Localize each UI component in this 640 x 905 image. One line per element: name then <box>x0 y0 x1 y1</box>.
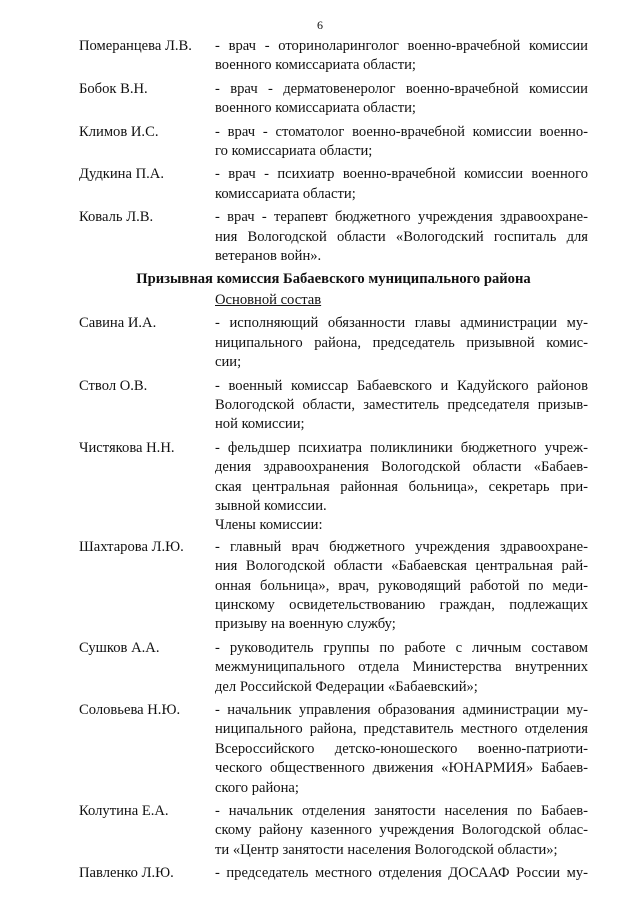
role-line: - начальник отделения занятости населения по Бабаев- <box>215 803 588 820</box>
person-role <box>215 701 588 798</box>
top-entry-list <box>79 37 588 266</box>
person-role <box>215 439 588 517</box>
role-line: - врач - терапевт бюджетного учреждения здравоохране- <box>215 209 588 226</box>
person-entry <box>79 439 588 517</box>
person-name: Шахтарова Л.Ю. <box>79 538 184 555</box>
person-entry <box>79 80 588 119</box>
person-entry <box>79 639 588 697</box>
person-name: Колутина Е.А. <box>79 803 169 820</box>
person-name: Соловьева Н.Ю. <box>79 702 181 718</box>
role-line: - главный врач бюджетного учреждения здравоохране- <box>215 538 588 555</box>
person-entry <box>79 208 588 266</box>
role-line: - председатель местного отделения ДОСААФ России му- <box>215 865 588 882</box>
person-role <box>215 538 588 635</box>
role-line: - исполняющий обязанности главы администрации му- <box>215 315 588 332</box>
person-entry <box>79 37 588 76</box>
role-line: зывной комиссии. <box>215 497 327 514</box>
person-role <box>215 165 588 204</box>
person-role <box>215 80 588 119</box>
person-entry <box>79 314 588 372</box>
person-role <box>215 314 588 372</box>
role-line: го комиссариата области; <box>215 143 373 160</box>
person-role <box>215 37 588 76</box>
person-entry <box>79 701 588 798</box>
person-entry <box>79 377 588 435</box>
person-role <box>215 377 588 435</box>
person-name: Бобок В.Н. <box>79 80 148 97</box>
person-entry <box>79 165 588 204</box>
person-name: Чистякова Н.Н. <box>79 439 175 456</box>
role-line: призыву на военную службу; <box>215 616 396 633</box>
person-name: Дудкина П.А. <box>79 166 164 183</box>
document-body <box>79 37 588 888</box>
main-entry-list <box>79 314 588 516</box>
members-entry-list <box>79 538 588 884</box>
role-line: ниципального района, представитель местного отделения <box>215 721 588 738</box>
role-line: - начальник управления образования администрации му- <box>215 702 588 718</box>
person-entry <box>79 802 588 860</box>
role-line: межмуниципального отдела Министерства внутренних <box>215 659 588 676</box>
person-name: Коваль Л.В. <box>79 209 154 226</box>
page-number: 6 <box>317 18 323 32</box>
role-line: - фельдшер психиатра поликлиники бюджетного учреж- <box>215 439 588 456</box>
role-line: дел Российской Федерации «Бабаевский»; <box>215 678 478 695</box>
person-role <box>215 802 588 860</box>
role-line: ной комиссии; <box>215 416 305 433</box>
person-role <box>215 864 588 883</box>
person-entry <box>79 123 588 162</box>
role-line: ния Вологодской области «Бабаевская центральная рай- <box>215 558 588 575</box>
role-line: ветеранов войн». <box>215 248 322 265</box>
role-line: сии; <box>215 354 242 371</box>
role-line: - врач - дерматовенеролог военно-врачебной комиссии <box>215 80 588 97</box>
person-role <box>215 639 588 697</box>
person-role <box>215 208 588 266</box>
person-name: Померанцева Л.В. <box>79 38 192 54</box>
role-line: военного комиссариата области; <box>215 100 416 117</box>
role-line: военного комиссариата области; <box>215 57 416 74</box>
members-label: Члены комиссии: <box>215 517 323 534</box>
person-role <box>215 123 588 162</box>
person-name: Ствол О.В. <box>79 377 148 394</box>
person-entry <box>79 864 588 883</box>
person-name: Климов И.С. <box>79 123 159 140</box>
section-subheading: Основной состав <box>215 291 322 308</box>
role-line: скому району казенного учреждения Вологодской облас- <box>215 822 588 839</box>
role-line: ская центральная районная больница», секретарь при- <box>215 478 588 495</box>
role-line: онная больница», врач, руководящий работой по меди- <box>215 577 588 594</box>
person-name: Павленко Л.Ю. <box>79 865 174 882</box>
role-line: - врач - стоматолог военно-врачебной комиссии военно- <box>215 123 588 140</box>
role-line: - врач - психиатр военно-врачебной комиссии военного <box>215 166 588 183</box>
person-name: Сушков А.А. <box>79 639 160 656</box>
role-line: - руководитель группы по работе с личным составом <box>215 639 588 656</box>
role-line: ческого общественного движения «ЮНАРМИЯ» Бабаев- <box>215 760 588 777</box>
person-entry <box>79 538 588 635</box>
role-line: цинскому освидетельствованию граждан, подлежащих <box>215 596 588 613</box>
section-heading: Призывная комиссия Бабаевского муниципального района <box>136 271 531 288</box>
role-line: ского района; <box>215 779 299 796</box>
role-line: дения здравоохранения Вологодской области «Бабаев- <box>215 459 588 476</box>
role-line: ниципального района, председатель призывной комис- <box>215 334 588 351</box>
role-line: ния Вологодской области «Вологодский госпиталь для <box>215 228 588 245</box>
role-line: комиссариата области; <box>215 185 356 202</box>
role-line: - военный комиссар Бабаевского и Кадуйского районов <box>215 377 588 394</box>
role-line: Вологодской области, заместитель председателя призыв- <box>215 396 588 413</box>
role-line: ти «Центр занятости населения Вологодской области»; <box>215 841 558 858</box>
role-line: - врач - оториноларинголог военно-врачебной комиссии <box>215 38 588 54</box>
person-name: Савина И.А. <box>79 315 157 332</box>
role-line: Всероссийского детско-юношеского военно-патриоти- <box>215 740 588 757</box>
